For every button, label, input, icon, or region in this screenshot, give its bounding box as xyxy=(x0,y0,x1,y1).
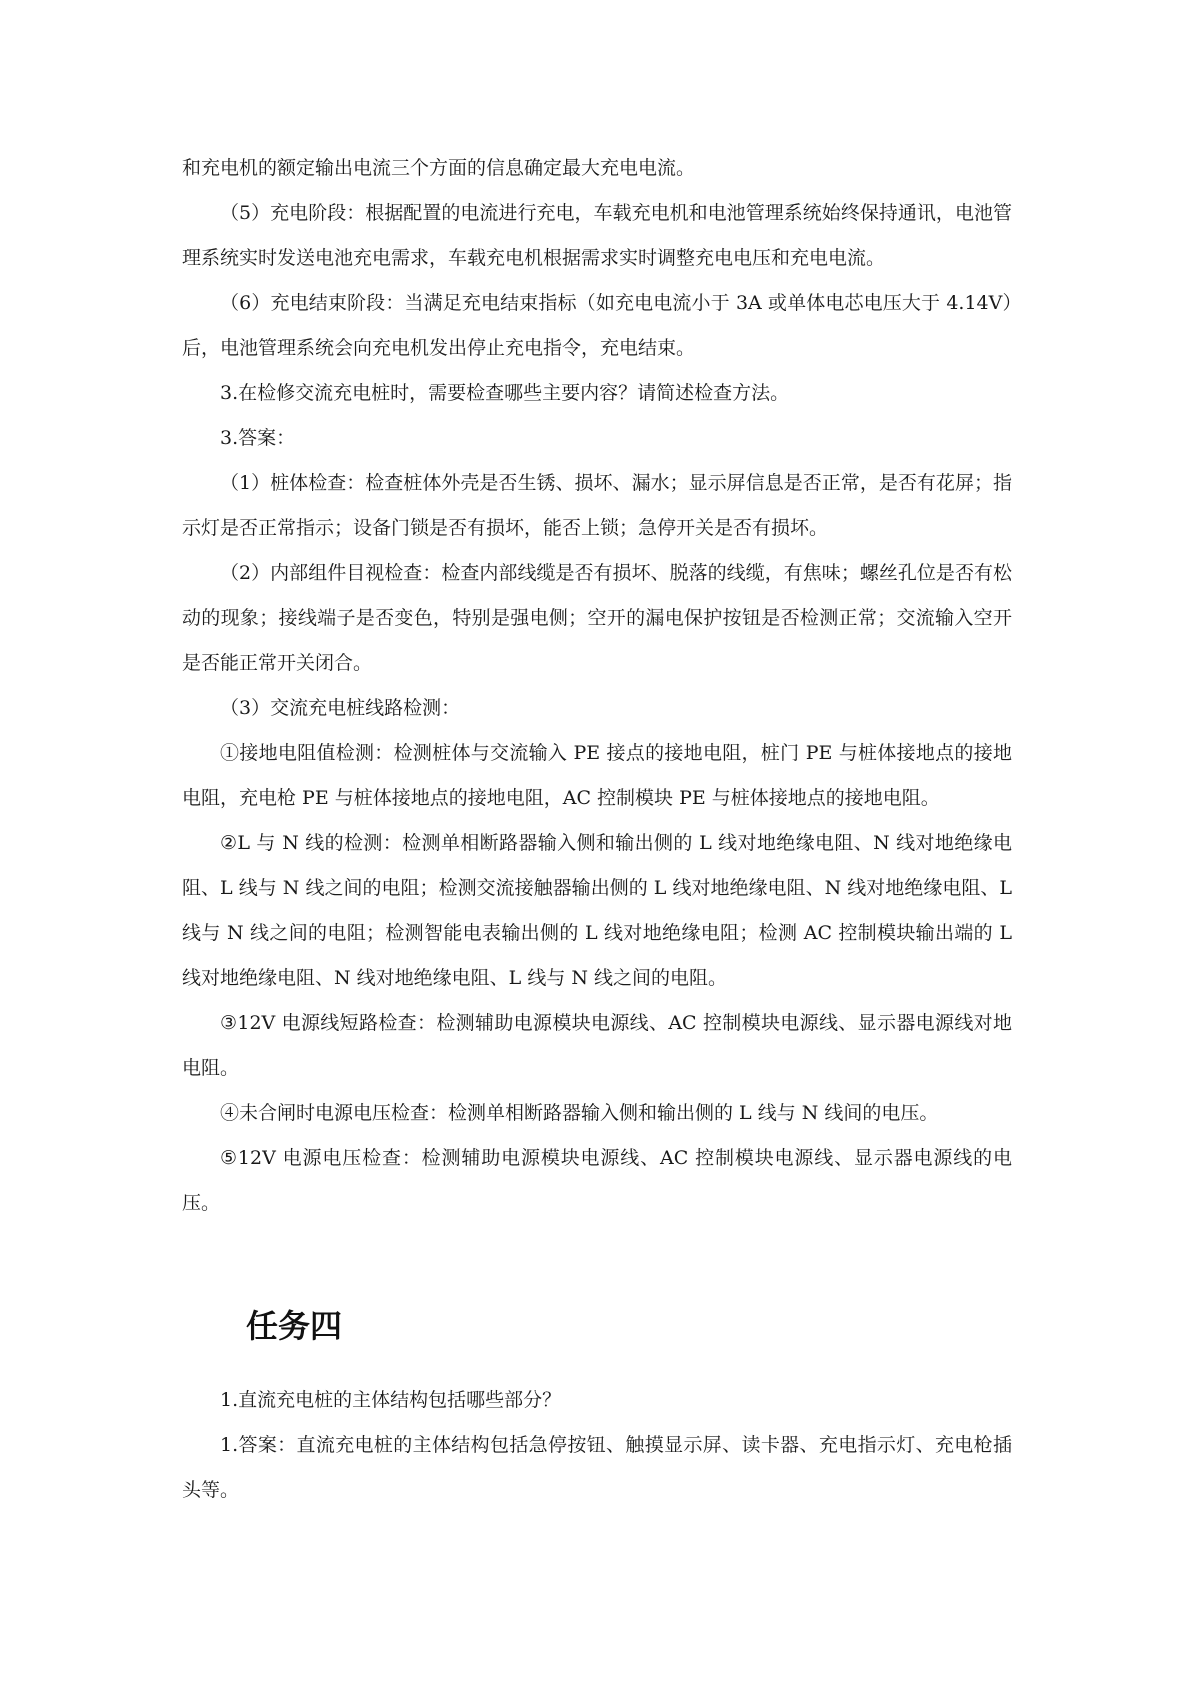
paragraph: （5）充电阶段：根据配置的电流进行充电，车载充电机和电池管理系统始终保持通讯，电池管理系统实时发送电池充电需求，车载充电机根据需求实时调整充电电压和充电电流。 xyxy=(182,202,1012,269)
section-continuation xyxy=(182,146,1012,1226)
paragraph: ⑤12V 电源电压检查：检测辅助电源模块电源线、AC 控制模块电源线、显示器电源线的电压。 xyxy=(182,1147,1012,1214)
paragraph: ④未合闸时电源电压检查：检测单相断路器输入侧和输出侧的 L 线与 N 线间的电压。 xyxy=(220,1102,939,1124)
question-paragraph: 3.在检修交流充电桩时，需要检查哪些主要内容？请简述检查方法。 xyxy=(220,382,790,404)
question-paragraph: 1.直流充电桩的主体结构包括哪些部分？ xyxy=(220,1389,562,1411)
paragraph: 和充电机的额定输出电流三个方面的信息确定最大充电电流。 xyxy=(182,157,696,179)
paragraph: ②L 与 N 线的检测：检测单相断路器输入侧和输出侧的 L 线对地绝缘电阻、N 线对地绝缘电阻、L 线与 N 线之间的电阻；检测交流接触器输出侧的 L 线对地绝缘电阻、N 线对地绝缘电阻、L 线与 N 线之间的电阻；检测智能电表输出侧的 L 线对地绝缘电阻；检测 AC 控制模块输出端的 L 线对地绝缘电阻、N 线对地绝缘电阻、L 线与 N 线之间的电阻。 xyxy=(182,832,1012,989)
paragraph: ③12V 电源线短路检查：检测辅助电源模块电源线、AC 控制模块电源线、显示器电源线对地电阻。 xyxy=(182,1012,1012,1079)
paragraph: （6）充电结束阶段：当满足充电结束指标（如充电电流小于 3A 或单体电芯电压大于 4.14V）后，电池管理系统会向充电机发出停止充电指令，充电结束。 xyxy=(182,292,1012,359)
paragraph: ①接地电阻值检测：检测桩体与交流输入 PE 接点的接地电阻，桩门 PE 与桩体接地点的接地电阻，充电枪 PE 与桩体接地点的接地电阻，AC 控制模块 PE 与桩体接地点的接地电阻。 xyxy=(182,742,1012,809)
section-heading: 任务四 xyxy=(246,1307,343,1345)
paragraph: （1）桩体检查：检查桩体外壳是否生锈、损坏、漏水；显示屏信息是否正常，是否有花屏；指示灯是否正常指示；设备门锁是否有损坏，能否上锁；急停开关是否有损坏。 xyxy=(182,472,1012,539)
answer-label: 3.答案： xyxy=(220,427,296,449)
paragraph: （2）内部组件目视检查：检查内部线缆是否有损坏、脱落的线缆，有焦味；螺丝孔位是否有松动的现象；接线端子是否变色，特别是强电侧；空开的漏电保护按钮是否检测正常；交流输入空开是否能正常开关闭合。 xyxy=(182,562,1012,674)
answer-paragraph: 1.答案：直流充电桩的主体结构包括急停按钮、触摸显示屏、读卡器、充电指示灯、充电枪插头等。 xyxy=(182,1434,1012,1501)
task4-content xyxy=(182,1378,1012,1513)
paragraph: （3）交流充电桩线路检测： xyxy=(220,697,461,719)
